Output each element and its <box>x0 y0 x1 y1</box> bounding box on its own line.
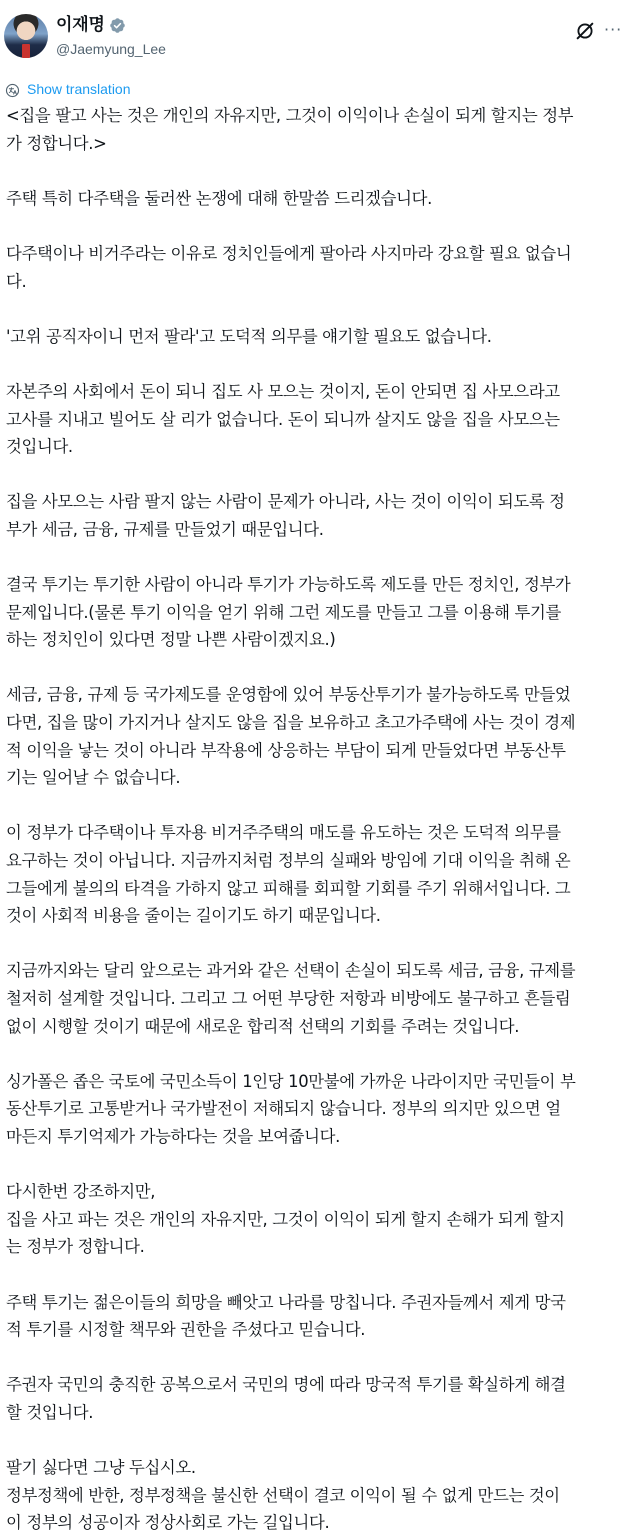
paragraph-gap <box>6 930 624 958</box>
more-options-icon[interactable]: ··· <box>604 20 623 39</box>
paragraph-gap <box>6 295 624 323</box>
author-display-name[interactable]: 이재명 <box>56 15 105 35</box>
paragraph-gap <box>6 350 624 378</box>
post-paragraph: 결국 투기는 투기한 사람이 아니라 투기가 가능하도록 제도를 만든 정치인, 정부가 문제입니다.(물론 투기 이익을 얻기 위해 그런 제도를 만들고 그를 이용해 투기를 하는 정치인이 있다면 정말 나쁜 사람이겠지요.) <box>6 575 571 650</box>
grok-icon[interactable] <box>574 20 596 42</box>
post-paragraph: 세금, 금융, 규제 등 국가제도를 운영함에 있어 부동산투기가 불가능하도록 만들었 다면, 집을 많이 가지거나 살지도 않을 집을 보유하고 초고가주택에 사는 것이 경제 적 이익을 낳는 것이 아니라 부작용에 상응하는 부담이 되게 만들었다면 부동산투 기는 일어날 수 없습니다. <box>6 685 576 788</box>
post-paragraph: 지금까지와는 달리 앞으로는 과거와 같은 선택이 손실이 되도록 세금, 금융, 규제를 철저히 설계할 것입니다. 그리고 그 어떤 부당한 저항과 비방에도 불구하고 흔들림 없이 시행할 것이기 때문에 새로운 합리적 선택의 기회를 주려는 것입니다. <box>6 961 576 1036</box>
post-paragraph: '고위 공직자이니 먼저 팔라'고 도덕적 의무를 얘기할 필요도 없습니다. <box>6 326 492 346</box>
post-paragraph: 주택 특히 다주택을 둘러싼 논쟁에 대해 한말씀 드리겠습니다. <box>6 188 432 208</box>
translate-icon <box>4 82 21 99</box>
paragraph-gap <box>6 1427 624 1455</box>
show-translation-link[interactable]: Show translation <box>27 81 131 97</box>
post-paragraph: 싱가폴은 좁은 국토에 국민소득이 1인당 10만불에 가까운 나라이지만 국민들이 부 동산투기로 고통받거나 국가발전이 저해되지 않습니다. 정부의 의지만 있으면 얼 마든지 투기억제가 가능하다는 것을 보여줍니다. <box>6 1071 576 1146</box>
post-paragraph: 집을 사모으는 사람 팔지 않는 사람이 문제가 아니라, 사는 것이 이익이 되도록 정 부가 세금, 금융, 규제를 만들었기 때문입니다. <box>6 492 565 539</box>
post-paragraph: 주택 투기는 젊은이들의 희망을 빼앗고 나라를 망칩니다. 주권자들께서 제게 망국 적 투기를 시정할 책무와 권한을 주셨다고 믿습니다. <box>6 1292 566 1340</box>
avatar[interactable] <box>4 14 48 58</box>
paragraph-gap <box>6 1151 624 1179</box>
paragraph-gap <box>6 1040 624 1068</box>
paragraph-gap <box>6 1344 624 1372</box>
post-paragraph: <집을 팔고 사는 것은 개인의 자유지만, 그것이 이익이나 손실이 되게 할지는 정부 가 정합니다.> <box>6 106 574 153</box>
post-header <box>0 0 628 72</box>
paragraph-gap <box>6 1261 624 1289</box>
post-text <box>6 102 624 1537</box>
paragraph-gap <box>6 792 624 820</box>
paragraph-gap <box>6 654 624 682</box>
post-paragraph: 다시한번 강조하지만, 집을 사고 파는 것은 개인의 자유지만, 그것이 이익이 되게 할지 손해가 되게 할지 는 정부가 정합니다. <box>6 1182 565 1257</box>
paragraph-gap <box>6 544 624 572</box>
paragraph-gap <box>6 212 624 240</box>
author-handle[interactable]: @Jaemyung_Lee <box>56 41 166 57</box>
post-paragraph: 팔기 싫다면 그냥 두십시오. 정부정책에 반한, 정부정책을 불신한 선택이 결코 이익이 될 수 없게 만드는 것이 이 정부의 성공이자 정상사회로 가는 길입니다. <box>6 1458 560 1533</box>
paragraph-gap <box>6 157 624 185</box>
post-paragraph: 다주택이나 비거주라는 이유로 정치인들에게 팔아라 사지마라 강요할 필요 없습니 다. <box>6 243 572 291</box>
verified-badge-icon <box>109 17 126 34</box>
post-paragraph: 자본주의 사회에서 돈이 되니 집도 사 모으는 것이지, 돈이 안되면 집 사모으라고 고사를 지내고 빌어도 살 리가 없습니다. 돈이 되니까 살지도 않을 집을 사모으는 것입니다. <box>6 381 560 457</box>
post-paragraph: 주권자 국민의 충직한 공복으로서 국민의 명에 따라 망국적 투기를 확실하게 해결 할 것입니다. <box>6 1375 566 1422</box>
post-paragraph: 이 정부가 다주택이나 투자용 비거주주택의 매도를 유도하는 것은 도덕적 의무를 요구하는 것이 아닙니다. 지금까지처럼 정부의 실패와 방임에 기대 이익을 취해 온 그들에게 불의의 타격을 가하지 않고 피해를 회피할 기회를 주기 위해서입니다. 그 것이 사회적 비용을 줄이는 길이기도 하기 때문입니다. <box>6 823 571 926</box>
paragraph-gap <box>6 461 624 489</box>
